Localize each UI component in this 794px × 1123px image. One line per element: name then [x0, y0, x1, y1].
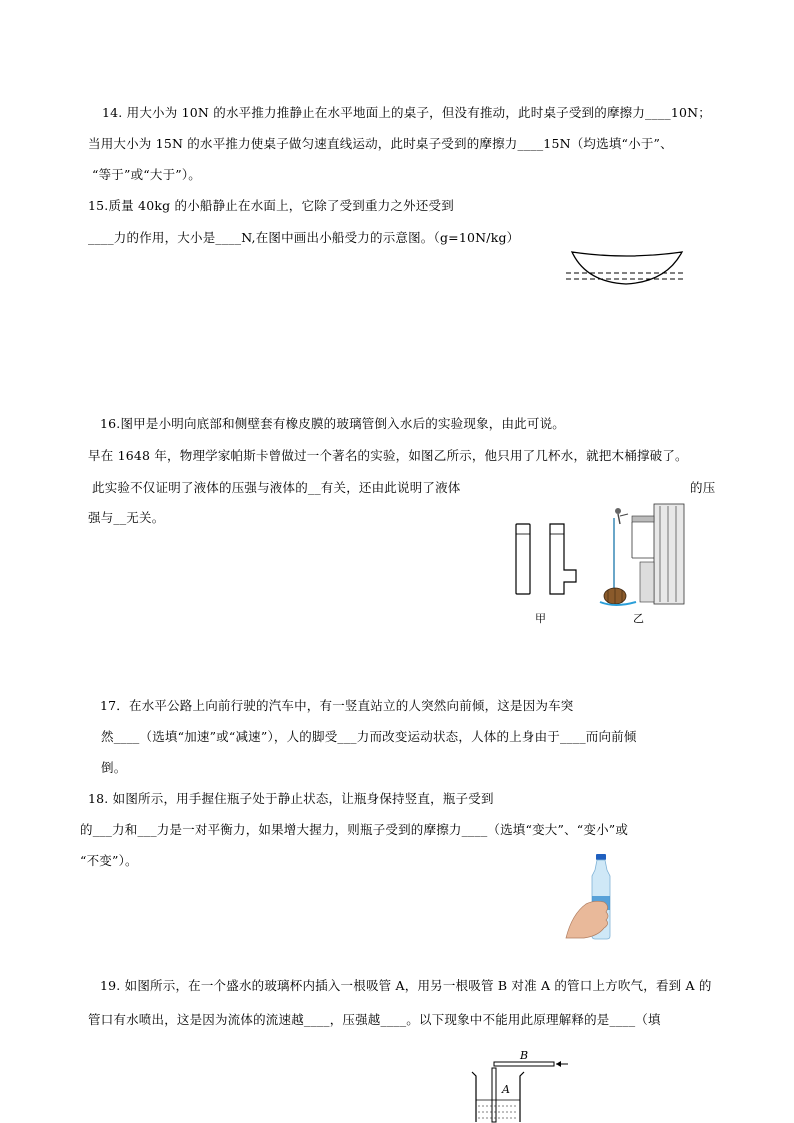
hand-holding-bottle-figure: [564, 852, 622, 940]
q14-line-1: 14. 用大小为 10N 的水平推力推静止在水平地面上的桌子，但没有推动，此时桌子受到的摩擦力____10N；: [102, 105, 711, 120]
figure-label-b: B: [520, 1049, 529, 1062]
figure-label-yi: 乙: [633, 612, 644, 625]
q18-line-1: 18. 如图所示，用手握住瓶子处于静止状态，让瓶身保持竖直，瓶子受到: [88, 791, 494, 806]
q17-line-3: 倒。: [101, 760, 127, 775]
q18-line-2: 的___力和___力是一对平衡力，如果增大握力，则瓶子受到的摩擦力____（选填“变大”、“变小”或: [80, 822, 629, 837]
pascal-barrel-figure: [596, 502, 688, 608]
q18-line-3: “不变”）。: [80, 853, 138, 868]
q16-line-3b: 的压: [690, 480, 716, 495]
q19-line-2: 管口有水喷出，这是因为流体的流速越____，压强越____。以下现象中不能用此原理解释的是____（填: [88, 1012, 661, 1027]
q14-line-2: 当用大小为 15N 的水平推力使桌子做匀速直线运动，此时桌子受到的摩擦力____15N（均选填“小于”、: [88, 136, 673, 151]
figure-label-a: A: [502, 1083, 510, 1096]
q14-line-3: “等于”或“大于”）。: [92, 167, 202, 182]
q16-line-4: 强与__无关。: [88, 510, 165, 525]
figure-label-jia: 甲: [535, 612, 546, 625]
q16-line-3a: 此实验不仅证明了液体的压强与液体的__有关，还由此说明了液体: [92, 480, 461, 495]
q15-line-2: ____力的作用，大小是____N,在图中画出小船受力的示意图。（g=10N/kg）: [88, 230, 520, 245]
q17-line-1: 17．在水平公路上向前行驶的汽车中，有一竖直站立的人突然向前倾，这是因为车突: [100, 698, 574, 713]
q16-line-1: 16.图甲是小明向底部和侧壁套有橡皮膜的玻璃管倒入水后的实验现象，由此可说。: [100, 416, 565, 431]
q15-line-1: 15.质量 40kg 的小船静止在水面上，它除了受到重力之外还受到: [88, 198, 454, 213]
q17-line-2: 然____（选填“加速”或“减速”），人的脚受___力而改变运动状态，人体的上身由于____而向前倾: [101, 729, 637, 744]
boat-on-water-figure: [562, 246, 690, 288]
q19-line-1: 19. 如图所示，在一个盛水的玻璃杯内插入一根吸管 A，用另一根吸管 B 对准 A 的管口上方吹气，看到 A 的: [100, 978, 712, 993]
glass-tubes-figure: [510, 520, 586, 600]
q16-line-2: 早在 1648 年，物理学家帕斯卡曾做过一个著名的实验，如图乙所示，他只用了几杯水，就把木桶撑破了。: [88, 448, 688, 463]
